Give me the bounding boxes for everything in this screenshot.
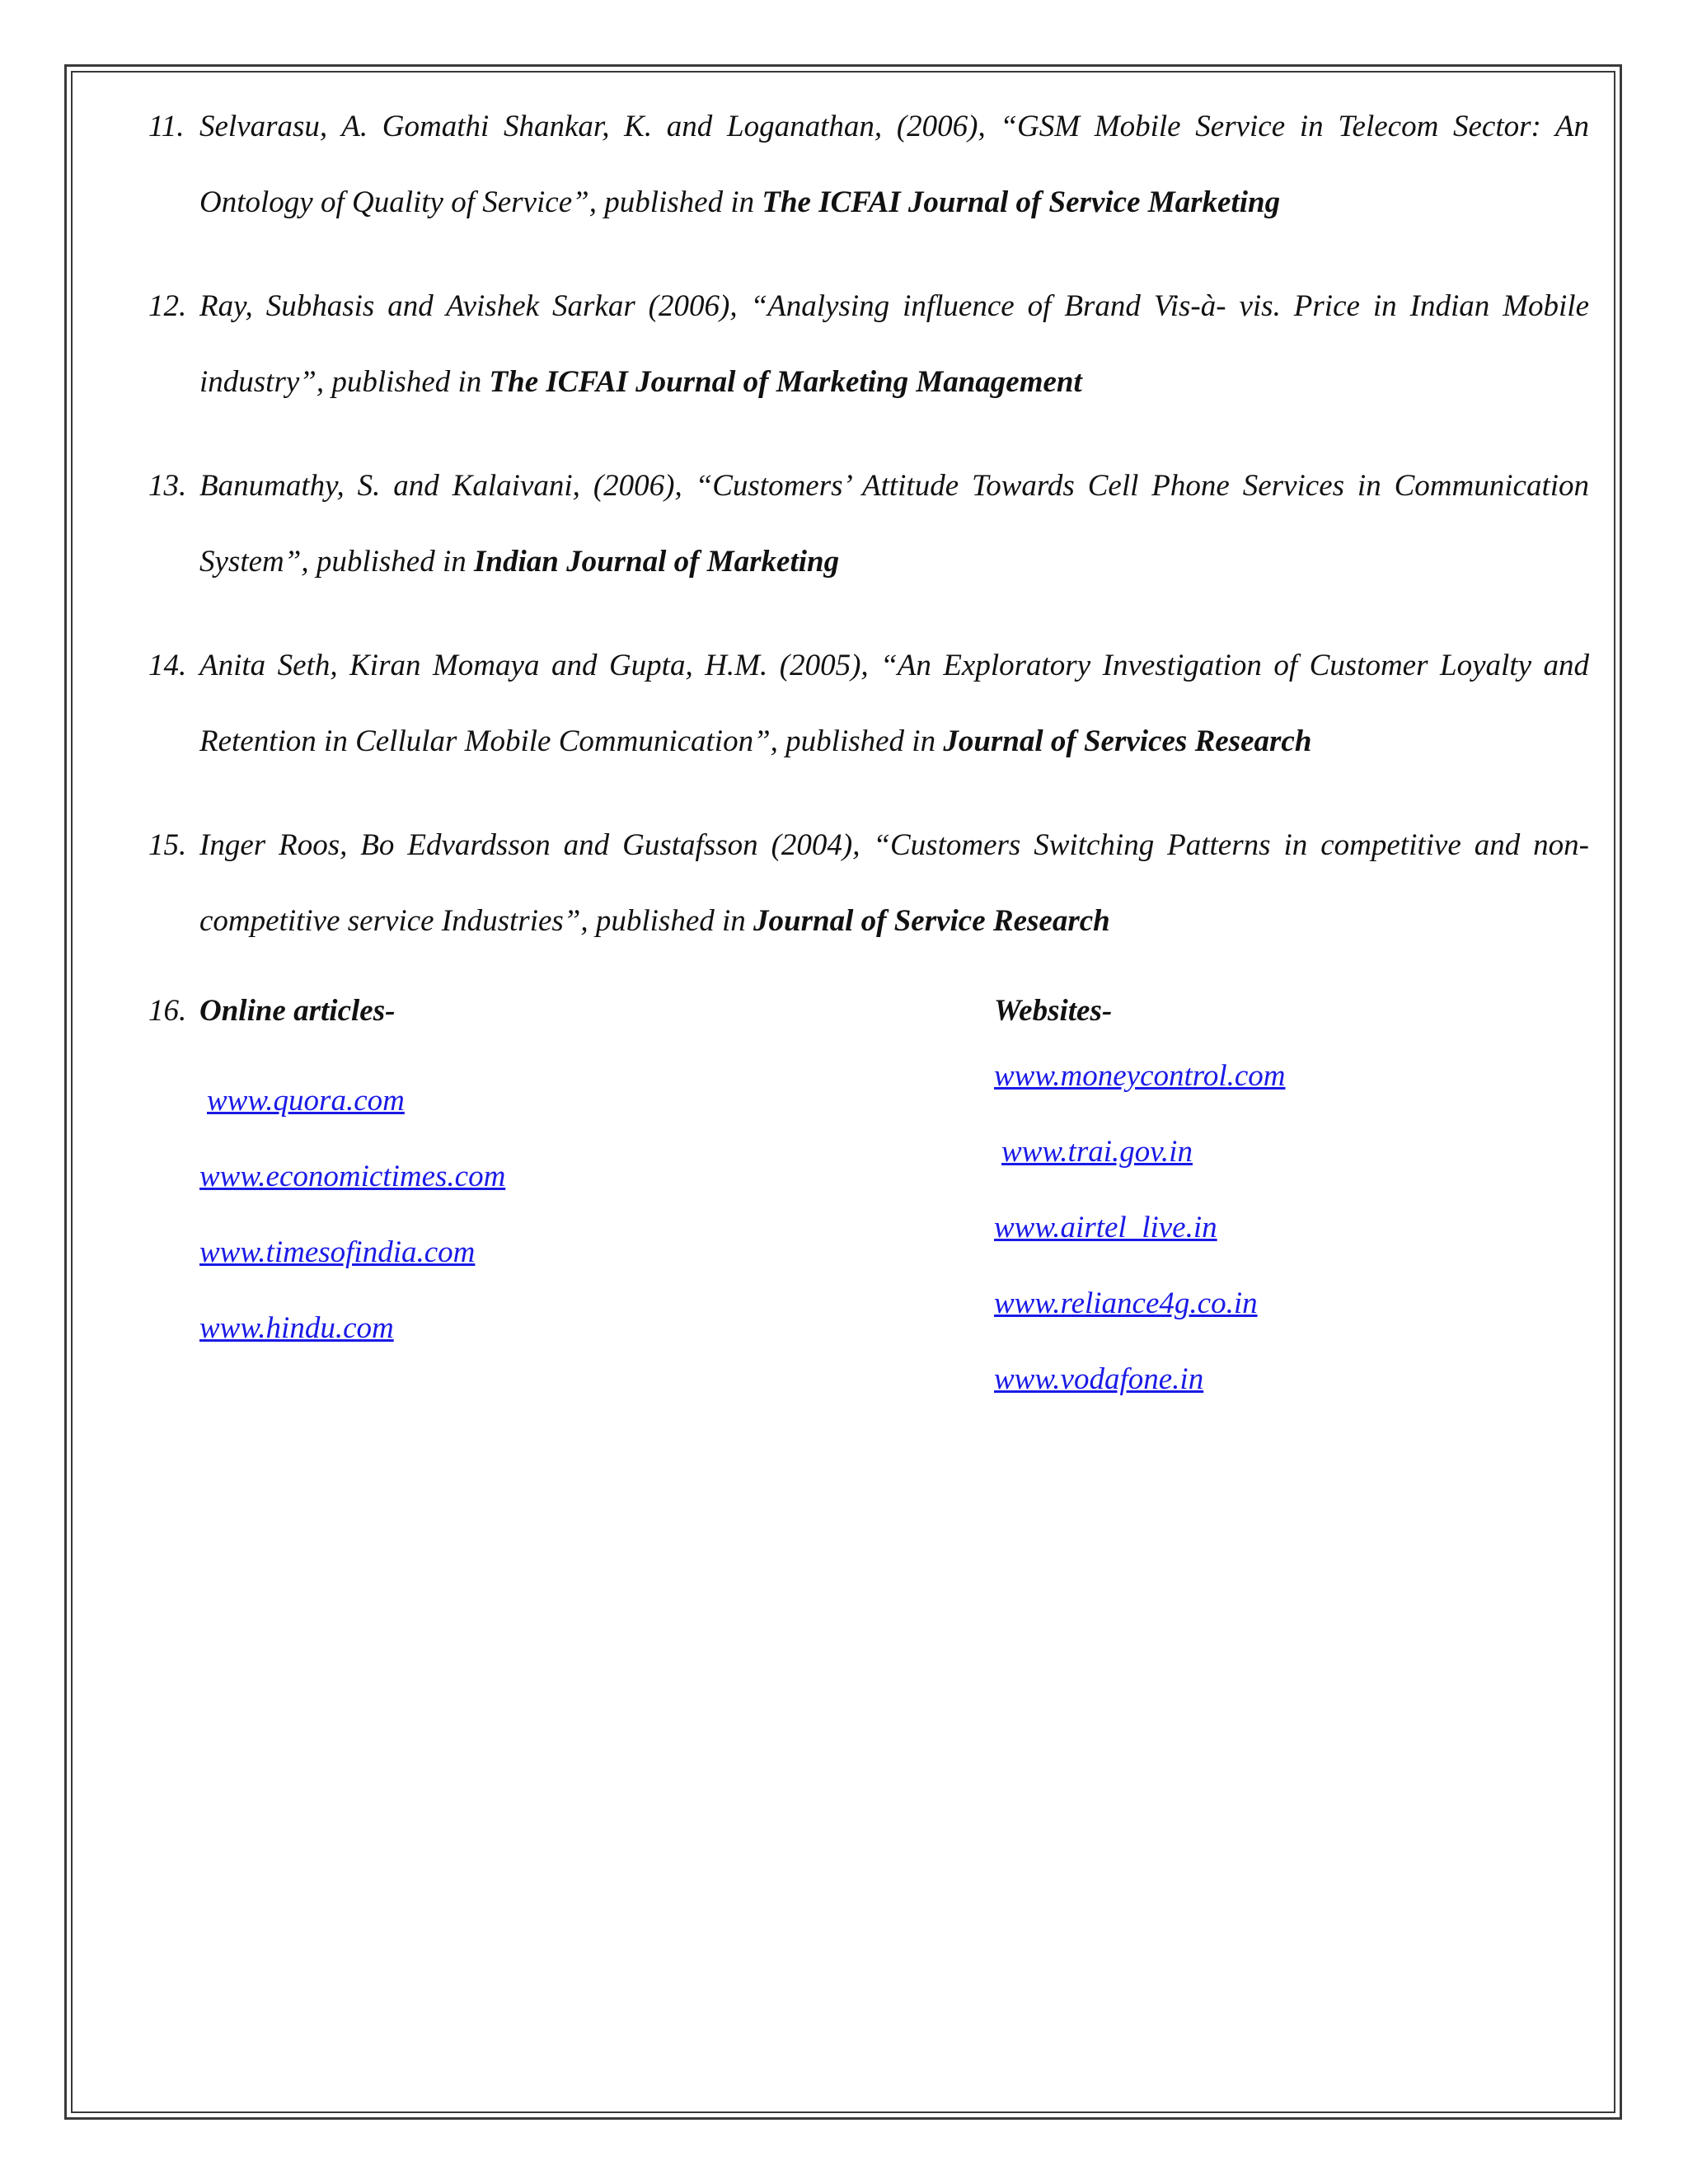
link-airtel[interactable]: www.airtel_live.in — [994, 1211, 1217, 1244]
websites-column — [994, 987, 1571, 1418]
link-hindu[interactable]: www.hindu.com — [199, 1311, 394, 1345]
reference-item — [148, 448, 1589, 600]
reference-number: 11. — [148, 110, 185, 143]
online-articles-heading-row — [148, 987, 890, 1035]
reference-journal: Journal of Services Research — [943, 724, 1312, 758]
reference-text: Ray, Subhasis and Avishek Sarkar (2006), “Analysing influence of Brand Vis-à- vis. Price in Indian Mobile industry”, published in — [199, 289, 1589, 399]
link-quora[interactable]: www.quora.com — [207, 1084, 405, 1118]
link-reliance4g[interactable]: www.reliance4g.co.in — [994, 1286, 1258, 1320]
reference-text: Selvarasu, A. Gomathi Shankar, K. and Loganathan, (2006), “GSM Mobile Service in Telecom Sector: An Ontology of Quality of Service”, published in — [199, 110, 1589, 219]
link-vodafone[interactable]: www.vodafone.in — [994, 1362, 1204, 1396]
link-trai[interactable]: www.trai.gov.in — [1001, 1135, 1193, 1169]
online-articles-column — [148, 987, 890, 1366]
reference-journal: Journal of Service Research — [753, 904, 1110, 938]
references-section — [148, 89, 1589, 1416]
reference-number: 15. — [148, 828, 187, 862]
reference-journal: The ICFAI Journal of Service Marketing — [762, 185, 1281, 219]
link-moneycontrol[interactable]: www.moneycontrol.com — [994, 1059, 1286, 1093]
links-section — [148, 987, 1589, 1416]
reference-text: Anita Seth, Kiran Momaya and Gupta, H.M. (2005), “An Exploratory Investigation of Customer Loyalty and Retention in Cellular Mobile Communication”, published in — [199, 649, 1589, 758]
reference-item — [148, 628, 1589, 780]
online-articles-list — [148, 1063, 890, 1366]
reference-journal: Indian Journal of Marketing — [473, 545, 840, 579]
reference-item — [148, 808, 1589, 959]
reference-number: 13. — [148, 469, 187, 503]
reference-text: Banumathy, S. and Kalaivani, (2006), “Customers’ Attitude Towards Cell Phone Services in Communication System”, published in — [199, 469, 1589, 579]
reference-number: 12. — [148, 289, 187, 323]
reference-item — [148, 269, 1589, 420]
online-articles-heading: Online articles- — [199, 994, 396, 1028]
reference-journal: The ICFAI Journal of Marketing Management — [489, 365, 1082, 399]
websites-list — [994, 1038, 1571, 1418]
reference-number: 14. — [148, 649, 187, 682]
reference-number: 16. — [148, 994, 187, 1028]
reference-item — [148, 89, 1589, 241]
websites-heading: Websites- — [994, 994, 1113, 1028]
reference-text: Inger Roos, Bo Edvardsson and Gustafsson (2004), “Customers Switching Patterns in competitive and non-competitive service Industries”, published in — [199, 828, 1589, 938]
link-economictimes[interactable]: www.economictimes.com — [199, 1160, 506, 1193]
link-timesofindia[interactable]: www.timesofindia.com — [199, 1235, 476, 1269]
